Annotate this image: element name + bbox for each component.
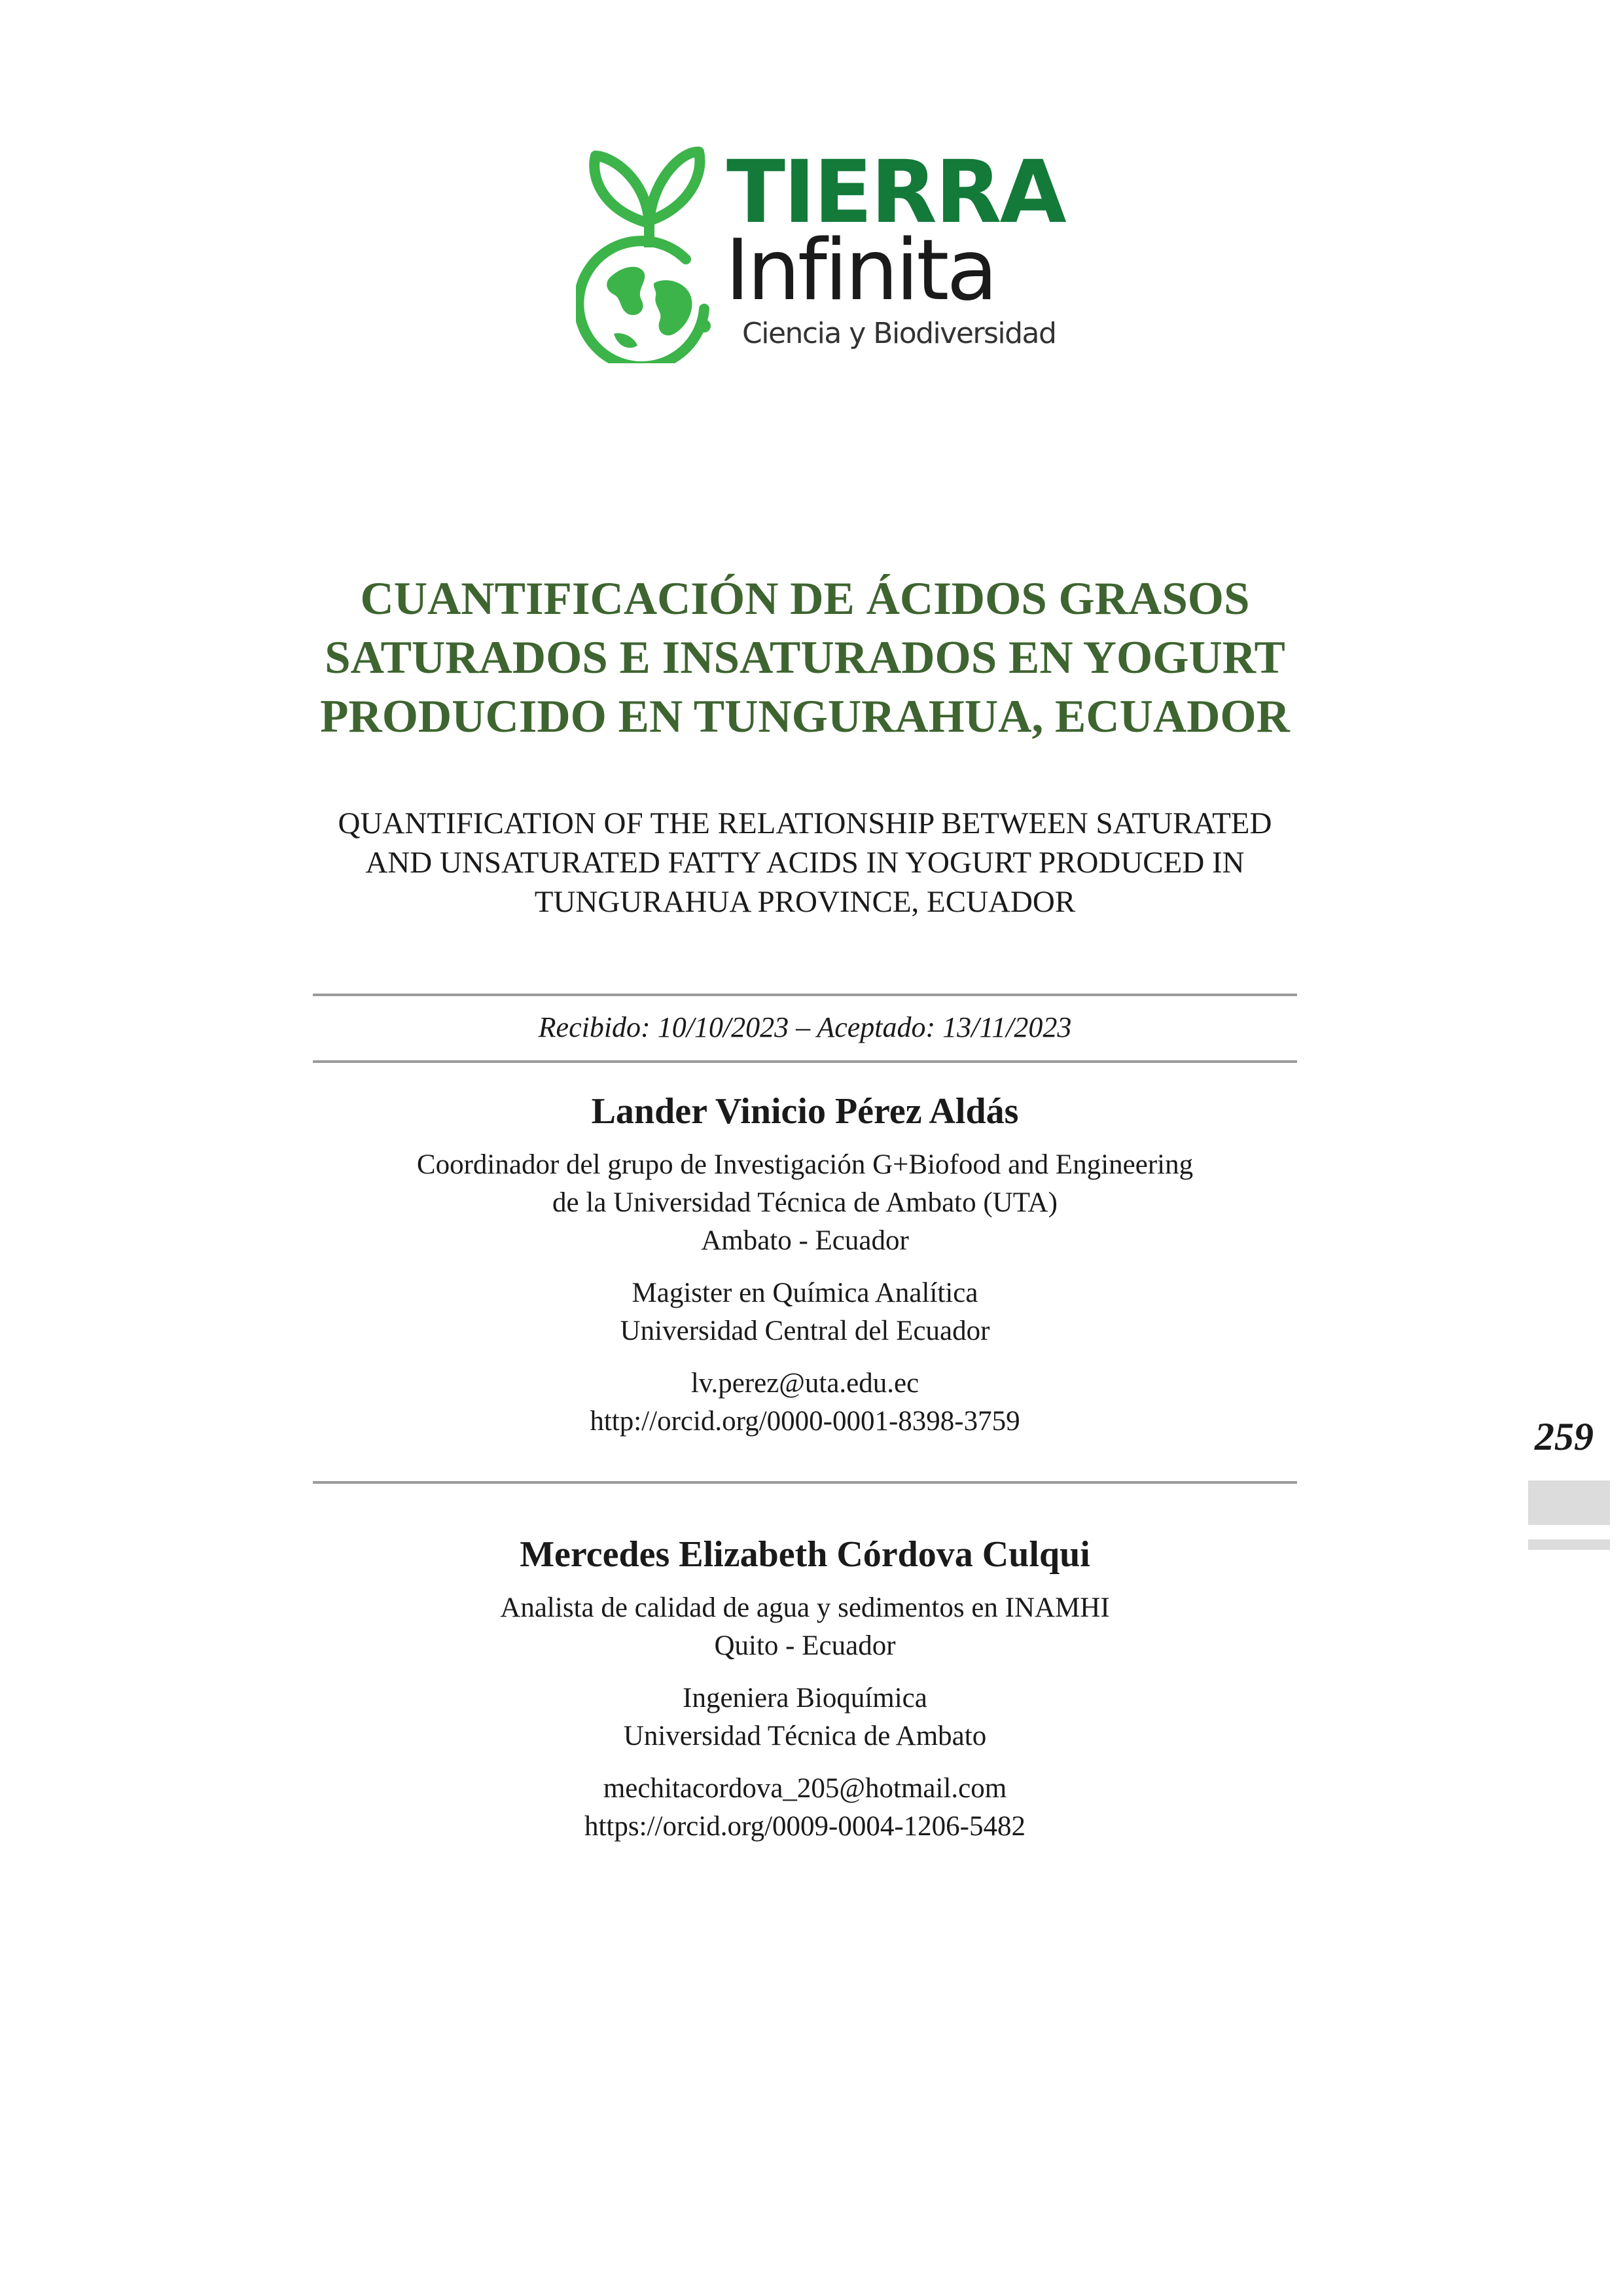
author-block-2 [313, 1532, 1297, 1846]
author-affiliation: Quito - Ecuador [714, 1630, 896, 1661]
divider [313, 994, 1297, 996]
journal-name-bottom: Infinita [725, 222, 995, 319]
author-email-link[interactable]: mechitacordova_205@hotmail.com [603, 1773, 1007, 1804]
journal-name-top: TIERRA [726, 142, 1065, 243]
page-number: 259 [1535, 1415, 1594, 1458]
received-accepted-dates: Recibido: 10/10/2023 – Aceptado: 13/11/2023 [538, 1011, 1072, 1043]
title-en-line: AND UNSATURATED FATTY ACIDS IN YOGURT PRODUCED IN [365, 846, 1245, 880]
author-degree: Magister en Química Analítica [632, 1278, 978, 1308]
author-affiliation: de la Universidad Técnica de Ambato (UTA) [552, 1187, 1058, 1218]
journal-logo [576, 137, 1065, 363]
author-affiliation: Analista de calidad de agua y sedimentos en INAMHI [500, 1592, 1110, 1623]
title-en-line: TUNGURAHUA PROVINCE, ECUADOR [534, 885, 1076, 919]
divider [313, 1481, 1297, 1484]
author-affiliation: Ambato - Ecuador [701, 1225, 909, 1256]
side-tab-marker [1528, 1480, 1610, 1525]
author-degree: Universidad Central del Ecuador [620, 1316, 990, 1346]
journal-tagline: Ciencia y Biodiversidad [742, 317, 1056, 350]
author-name: Lander Vinicio Pérez Aldás [591, 1091, 1019, 1132]
title-en-line: QUANTIFICATION OF THE RELATIONSHIP BETWEEN SATURATED [338, 806, 1272, 840]
author-affiliation: Coordinador del grupo de Investigación G+Biofood and Engineering [416, 1149, 1194, 1180]
author-block-1 [313, 1088, 1297, 1441]
globe-sprout-icon [576, 137, 733, 363]
divider [313, 1060, 1297, 1063]
author-orcid-link[interactable]: http://orcid.org/0000-0001-8398-3759 [590, 1406, 1020, 1437]
author-orcid-link[interactable]: https://orcid.org/0009-0004-1206-5482 [584, 1811, 1026, 1842]
author-email-link[interactable]: lv.perez@uta.edu.ec [690, 1368, 919, 1399]
title-es-line: SATURADOS E INSATURADOS EN YOGURT [325, 632, 1285, 683]
author-name: Mercedes Elizabeth Córdova Culqui [520, 1534, 1090, 1575]
title-es-line: PRODUCIDO EN TUNGURAHUA, ECUADOR [320, 691, 1290, 742]
article-title-english [249, 804, 1361, 922]
side-tab-strip [1528, 1539, 1610, 1550]
title-es-line: CUANTIFICACIÓN DE ÁCIDOS GRASOS [360, 573, 1250, 624]
author-degree: Ingeniera Bioquímica [683, 1683, 927, 1713]
article-title-spanish [249, 569, 1361, 746]
author-degree: Universidad Técnica de Ambato [623, 1721, 987, 1751]
